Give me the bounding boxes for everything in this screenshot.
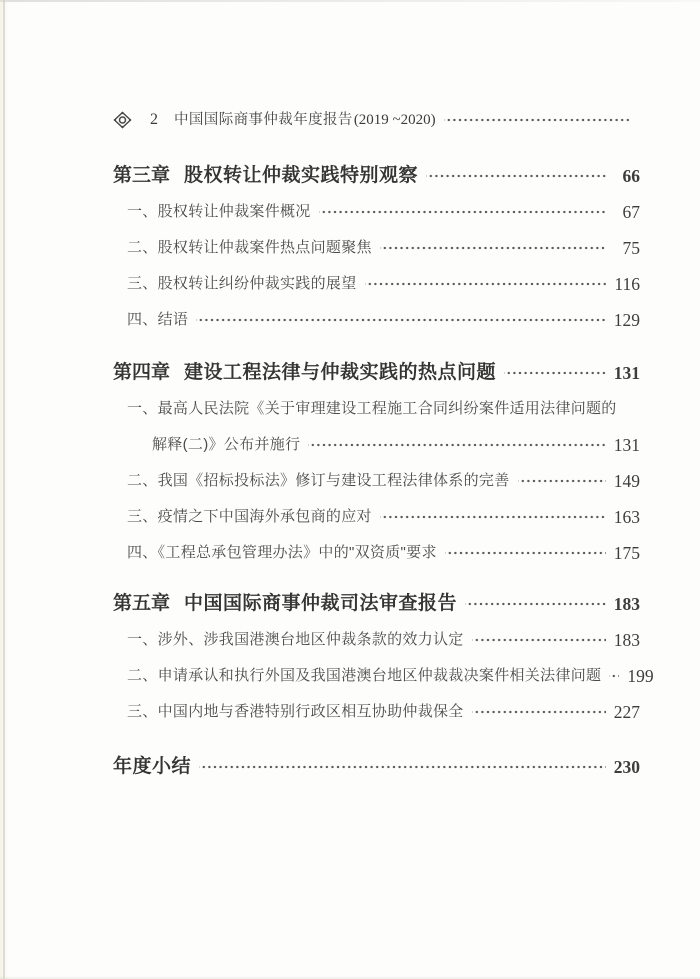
item-label: 一、最高人民法院《关于审理建设工程施工合同纠纷案件适用法律问题的	[127, 400, 617, 417]
item-label: 三、股权转让纠纷仲裁实践的展望	[127, 275, 357, 292]
running-head-book-years: (2019 ~2020)	[353, 112, 436, 128]
item-label: 四、结语	[127, 311, 189, 328]
dot-leader	[504, 361, 606, 385]
dot-leader	[308, 433, 605, 457]
toc-chapter-entry	[113, 592, 640, 616]
dot-leader	[426, 164, 606, 188]
diamond-ornament-icon	[113, 111, 132, 129]
toc-item-entry	[113, 308, 640, 332]
page-number: 131	[613, 363, 640, 383]
dot-leader	[380, 236, 606, 260]
chapter-number: 第三章	[113, 165, 171, 186]
toc-section-summary	[113, 755, 640, 779]
toc-section-chapter-3	[113, 164, 640, 332]
toc-item-entry	[113, 236, 640, 260]
scan-left-edge-line	[3, 0, 5, 979]
item-label-continued: 解释(二)》公布并施行	[152, 436, 301, 453]
page-number: 183	[613, 630, 640, 650]
item-label: 二、股权转让仲裁案件热点问题聚焦	[127, 239, 372, 256]
toc-item-entry	[113, 628, 640, 652]
running-head-book-title: 中国国际商事仲裁年度报告	[174, 112, 353, 128]
dot-leader	[445, 541, 606, 565]
toc-summary-entry	[113, 755, 640, 779]
page-number: 149	[613, 471, 640, 491]
page-number: 67	[622, 202, 640, 222]
toc-chapter-entry	[113, 361, 640, 385]
dot-leader	[465, 592, 606, 616]
page-number: 230	[613, 757, 640, 777]
item-label: 一、涉外、涉我国港澳台地区仲裁条款的效力认定	[127, 631, 464, 648]
chapter-title: 建设工程法律与仲裁实践的热点问题	[184, 362, 497, 383]
toc-item-entry	[113, 200, 640, 224]
page-number: 163	[613, 507, 640, 527]
page-number: 183	[613, 594, 640, 614]
dot-leader	[609, 664, 619, 688]
toc-item-entry	[113, 505, 640, 529]
running-head-page-number: 2	[150, 111, 158, 128]
page-number: 131	[613, 435, 640, 455]
item-label: 一、股权转让仲裁案件概况	[127, 203, 311, 220]
scan-top-edge	[0, 0, 700, 2]
item-label: 三、疫情之下中国海外承包商的应对	[127, 508, 372, 525]
dot-leader	[319, 200, 606, 224]
page-number: 175	[613, 543, 640, 563]
chapter-title: 股权转让仲裁实践特别观察	[184, 165, 419, 186]
dot-leader	[380, 505, 606, 529]
dot-leader	[518, 469, 606, 493]
toc-item-entry	[113, 664, 654, 688]
item-label: 四、《工程总承包管理办法》中的"双资质"要求	[127, 544, 437, 561]
toc-section-chapter-5	[113, 592, 654, 724]
dot-leader	[196, 308, 606, 332]
item-label: 二、申请承认和执行外国及我国港澳台地区仲裁裁决案件相关法律问题	[127, 667, 602, 684]
chapter-title: 中国国际商事仲裁司法审查报告	[184, 593, 458, 614]
toc-content	[113, 108, 654, 791]
page-number: 116	[614, 274, 640, 294]
dot-leader	[472, 700, 606, 724]
toc-item-entry	[113, 700, 640, 724]
toc-chapter-entry	[113, 164, 640, 188]
summary-title: 年度小结	[113, 756, 192, 777]
page-number: 227	[613, 702, 640, 722]
chapter-number: 第四章	[113, 362, 171, 383]
item-label: 三、中国内地与香港特别行政区相互协助仲裁保全	[127, 703, 464, 720]
dot-leader	[444, 108, 632, 132]
page-number: 199	[627, 666, 654, 686]
item-label: 二、我国《招标投标法》修订与建设工程法律体系的完善	[127, 472, 510, 489]
toc-item-entry	[113, 469, 640, 493]
chapter-number: 第五章	[113, 593, 171, 614]
toc-item-entry	[113, 272, 640, 296]
dot-leader	[365, 272, 606, 296]
toc-item-entry	[113, 541, 640, 565]
page-number: 75	[622, 238, 640, 258]
running-head	[113, 108, 640, 132]
page-number: 66	[622, 166, 640, 186]
page-number: 129	[613, 310, 640, 330]
toc-item-entry-wrapped-line2	[113, 433, 640, 457]
dot-leader	[472, 628, 606, 652]
dot-leader	[199, 755, 606, 779]
toc-section-chapter-4	[113, 361, 640, 565]
toc-item-entry-wrapped-line1	[113, 397, 640, 421]
